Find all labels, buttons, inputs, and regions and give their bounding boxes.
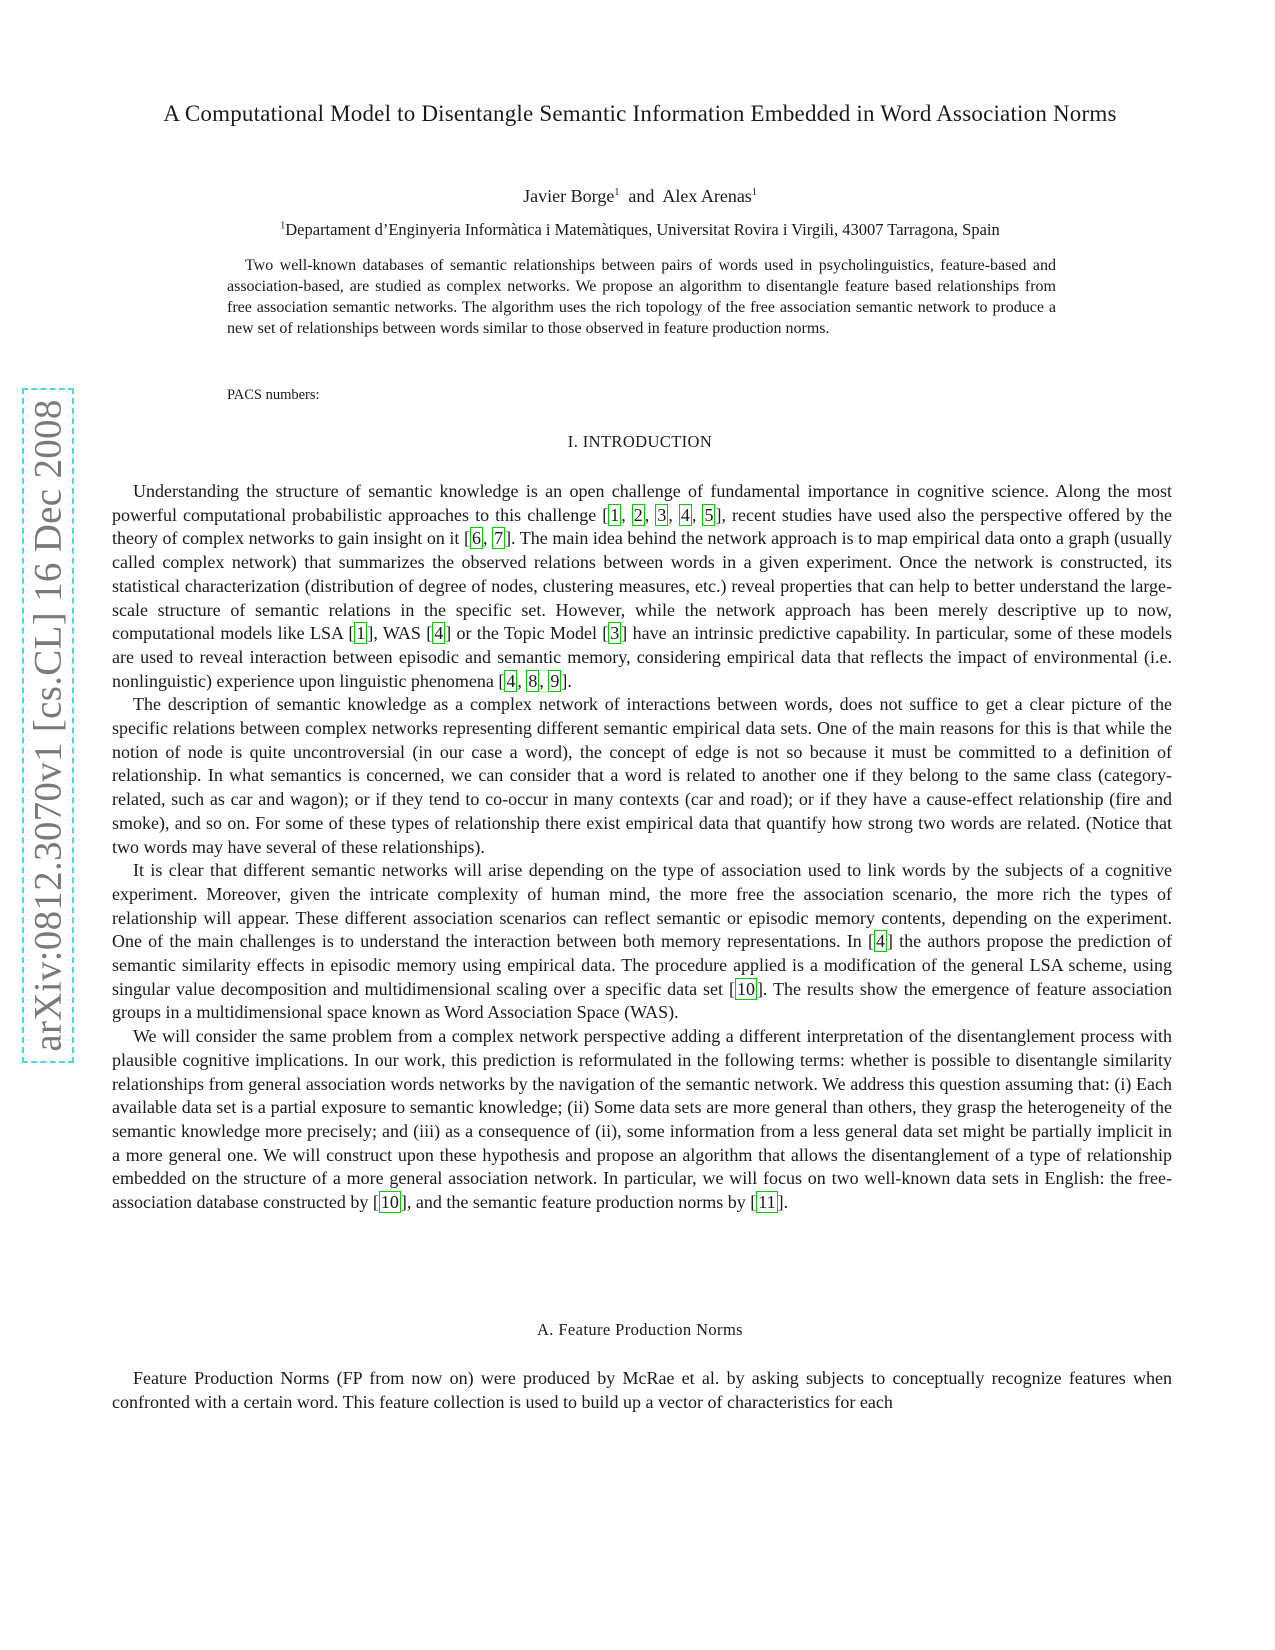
citation-link[interactable]: 6 (472, 528, 481, 549)
arxiv-id: arXiv:0812.3070v1 [cs.CL] 16 Dec 2008 (26, 399, 70, 1052)
paragraph-text: and (712, 789, 751, 810)
paragraph-text: ], WAS [ (367, 623, 433, 644)
citation-separator: , (517, 670, 527, 691)
subsection-heading-feature-production-norms: A. Feature Production Norms (536, 1320, 744, 1339)
paragraph: Feature Production Norms (FP from now on) were produced by McRae et al. by asking subjects to conceptually recognize features when confronted with a certain word. This feature collection is used to build up a vector of characteristics for each (112, 1368, 1172, 1412)
paragraph-text: ] the authors propose the prediction of semantic similarity effects in episodic memory using empirical data. The procedure applied is a modification of the general LSA scheme, using singular value decomposition and multidimensional scaling over a specific data set [ (112, 931, 1172, 999)
citation-link[interactable]: 10 (736, 978, 755, 999)
example-word: road (750, 789, 783, 810)
paragraph-text: ] or the Topic Model [ (445, 623, 609, 644)
author-name: Javier Borge (523, 186, 615, 206)
paragraph-text: ]. The main idea behind the network approach is to map empirical data onto a graph (usually called complex network) that summarizes the observed relations between words in a given experiment. Once the network is constructed, its statistical characterization (distribution of degree of nodes, clustering measures, etc.) reveal properties that can help to better understand the large-scale structure of semantic relations in the specific set. However, while the network approach has been merely descriptive up to now, computational models like LSA [ (112, 528, 1172, 644)
citation-link[interactable]: 4 (875, 931, 885, 952)
paragraph-text: ]. The results show the emergence of feature association groups in a multidimensional space known as Word Association Space (WAS). (112, 978, 1172, 1023)
paragraph-text: It is clear that different semantic networks will arise depending on the type of association used to link words by the subjects of a cognitive experiment. Moreover, given the intricate complexity of human mind, the more free the association scenario, the more rich the types of relationship will appear. These different association scenarios can reflect semantic or episodic memory contents, depending on the experiment. One of the main challenges is to understand the interaction between both memory representations. In [ (112, 860, 1172, 952)
citation-link[interactable]: 8 (528, 670, 538, 691)
citation-separator: , (621, 504, 632, 525)
citation-link[interactable]: 3 (657, 504, 667, 525)
pacs-numbers: PACS numbers: (227, 387, 320, 403)
paragraph (112, 859, 1172, 1025)
paragraph-text: ); or if they have a cause-effect relationship ( (782, 789, 1116, 810)
citation-link[interactable]: 4 (680, 504, 690, 525)
citation-separator: , (644, 504, 656, 525)
citation-separator: , (668, 504, 679, 525)
citation-separator: , (483, 528, 493, 549)
paragraph (112, 693, 1172, 859)
example-word: car (230, 789, 253, 810)
subsection-body (112, 1367, 1172, 1414)
paragraph-text: ]. (777, 1192, 789, 1213)
citation-link[interactable]: 1 (610, 504, 620, 525)
paragraph-text: ] have an intrinsic predictive capability. In particular, some of these models are used to reveal interaction between episodic and semantic memory, considering empirical data that reflects the impact of environmental (i.e. nonlinguistic) experience upon linguistic phenomena [ (112, 623, 1172, 691)
affiliation-mark: 1 (614, 187, 620, 198)
example-word: fire (1115, 789, 1141, 810)
authors (130, 186, 1150, 207)
author-name: Alex Arenas (662, 186, 752, 206)
citation-link[interactable]: 2 (633, 504, 643, 525)
section-heading-introduction: I. INTRODUCTION (567, 432, 713, 451)
paragraph-text: ); or if they tend to co-occur in many contexts ( (337, 789, 691, 810)
citation-link[interactable]: 5 (704, 504, 714, 525)
affiliation-text: Departament d’Enginyeria Informàtica i Matemàtiques, Universitat Rovira i Virgili, 43007 Tarragona, Spain (285, 220, 1000, 239)
paper-title: A Computational Model to Disentangle Semantic Information Embedded in Word Association Norms (163, 101, 1117, 126)
citation-link[interactable]: 11 (758, 1192, 776, 1213)
citation-separator: , (691, 504, 703, 525)
arxiv-sidebar-stamp[interactable] (22, 388, 74, 1063)
paragraph-text: and (1140, 789, 1172, 810)
paragraph (112, 1025, 1172, 1215)
paragraph (112, 480, 1172, 693)
example-word: car (690, 789, 713, 810)
citation-separator: , (539, 670, 549, 691)
abstract: Two well-known databases of semantic relationships between pairs of words used in psycholinguistics, feature-based and association-based, are studied as complex networks. We propose an algorithm to disentangle feature based relationships from free association semantic networks. The algorithm uses the rich topology of the free association semantic network to produce a new set of relationships between words similar to those observed in feature production norms. (227, 257, 1056, 337)
paragraph-text: ], and the semantic feature production norms by [ (400, 1192, 757, 1213)
author-separator: and (628, 186, 655, 206)
affiliation (130, 220, 1150, 240)
citation-link[interactable]: 7 (494, 528, 504, 549)
paragraph-text: ), and so on. For some of these types of relationship there exist empirical data that quantify how strong two words are related. (Notice that two words may have several of these relationships). (112, 812, 1172, 857)
citation-link[interactable]: 1 (356, 623, 366, 644)
paragraph-text: ]. (561, 670, 572, 691)
affiliation-mark: 1 (280, 220, 286, 232)
citation-link[interactable]: 10 (380, 1192, 399, 1213)
paragraph-text: Understanding the structure of semantic knowledge is an open challenge of fundamental importance in cognitive science. Along the most powerful computational probabilistic approaches to this challenge [ (112, 481, 1172, 525)
paragraph-text: and (252, 789, 290, 810)
citation-link[interactable]: 9 (550, 670, 560, 691)
example-word: smoke (112, 812, 159, 833)
affiliation-mark: 1 (751, 187, 757, 198)
paragraph-text: The description of semantic knowledge as a complex network of interactions between words, does not suffice to get a clear picture of the specific relations between complex networks representing different semantic empirical data sets. One of the main reasons for this is that while the notion of node is quite uncontroversial (in our case a word), the concept of edge is not so because it must be committed to a definition of relationship. In what semantics is concerned, we can consider that a word is related to another one if they belong to the same class (category-related, such as (112, 694, 1172, 810)
citation-link[interactable]: 4 (506, 670, 516, 691)
introduction-body (112, 480, 1172, 1215)
example-word: wagon (289, 789, 338, 810)
paragraph-text: ], recent studies have used also the perspective offered by the theory of complex networks to gain insight on it [ (112, 504, 1173, 549)
paragraph-text: We will consider the same problem from a complex network perspective adding a different interpretation of the disentanglement process with plausible cognitive implications. In our work, this prediction is reformulated in the following terms: whether is possible to disentangle similarity relationships from general association words networks by the navigation of the semantic network. We address this question assuming that: (i) Each available data set is a partial exposure to semantic knowledge; (ii) Some data sets are more general than others, they grasp the heterogeneity of the semantic knowledge more precisely; and (iii) as a consequence of (ii), some information from a less general data set might be partially implicit in a more general one. We will construct upon these hypothesis and propose an algorithm that allows the disentanglement of a type of relationship embedded on the structure of a more general association network. In particular, we will focus on two well-known data sets in English: the free-association database constructed by [ (112, 1026, 1172, 1213)
citation-link[interactable]: 4 (434, 623, 444, 644)
citation-link[interactable]: 3 (610, 623, 620, 644)
